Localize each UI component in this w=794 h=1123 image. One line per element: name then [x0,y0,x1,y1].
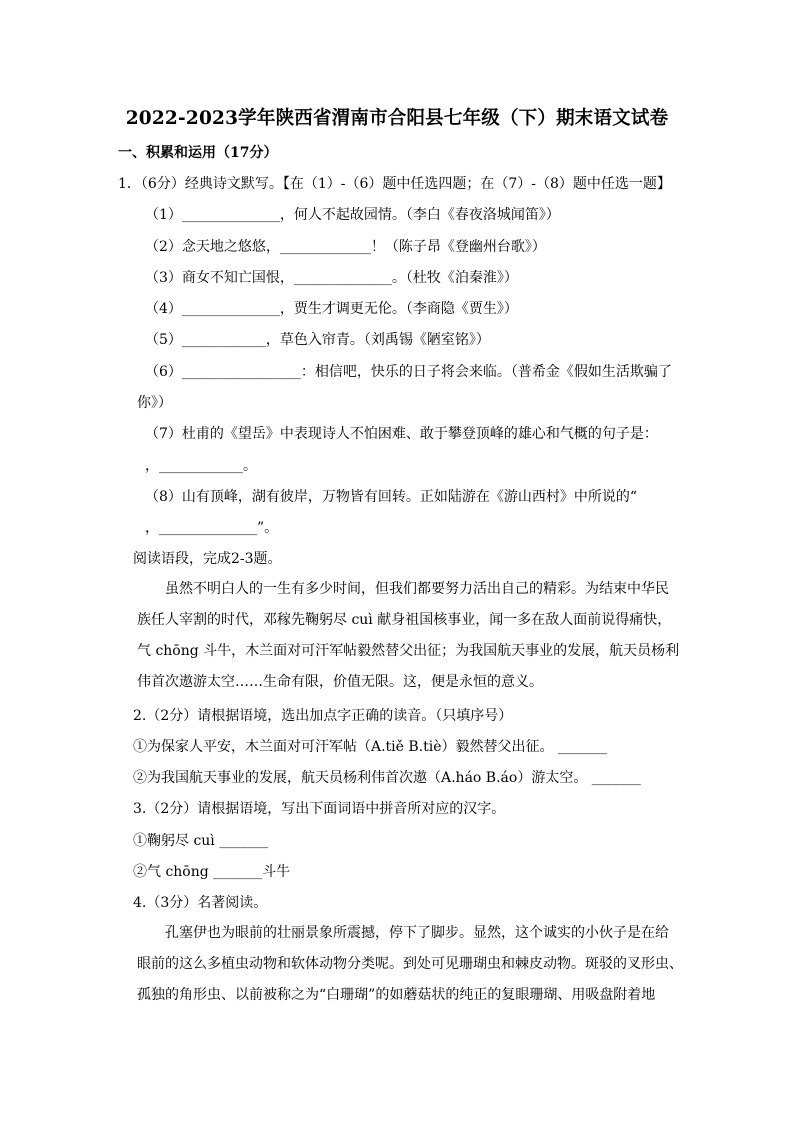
passage-line: 族任人宰割的时代，邓稼先鞠躬尽 cuì 献身祖国核事业，闻一多在敌人面前说得痛快， [137,612,672,628]
question-1-item: （2）念天地之悠悠，_____________！（陈子昂《登幽州台歌》） [145,239,546,255]
question-2-stem: 2.（2分）请根据语境，选出加点字正确的读音。（只填序号） [133,708,513,724]
reading-passage [137,574,680,698]
passage-line: 眼前的这么多植虫动物和软体动物分类呢。到处可见珊瑚虫和棘皮动物。斑驳的叉形虫、 [137,956,683,972]
question-4-stem: 4.（3分）名著阅读。 [133,895,268,911]
question-1-item: 你》） [137,395,172,411]
section-heading: 一、积累和运用（17分） [118,145,278,161]
question-1-item: （1）______________，何人不起故园情。（李白《春夜洛城闻笛》） [145,207,560,223]
question-1-item: （4）______________，贾生才调更无伦。（李商隐《贾生》） [145,301,518,317]
question-1-item: ，______________”。 [145,520,279,536]
passage-line: 孔塞伊也为眼前的壮丽景象所震撼，停下了脚步。显然，这个诚实的小伙子是在给 [165,925,669,941]
question-1-item: （7）杜甫的《望岳》中表现诗人不怕困难、敢于攀登顶峰的雄心和气概的句子是： [145,426,658,442]
question-2-option: ①为保家人平安，木兰面对可汗军帖（A.tiě B.tiè）毅然替父出征。 _______ [133,739,607,755]
novel-excerpt [137,918,683,1011]
passage-line: 虽然不明白人的一生有多少时间，但我们都要努力活出自己的精彩。为结束中华民 [165,581,669,597]
question-1-stem: 1．（6分）经典诗文默写。【在（1）-（6）题中任选四题；在（7）-（8）题中任选一题】 [118,176,671,192]
question-1-item: （5）____________，草色入帘青。（刘禹锡《陋室铭》） [145,332,490,348]
question-1-item: （3）商女不知亡国恨，______________。（杜牧《泊秦淮》） [145,270,518,286]
question-3-item: ②气 chōng _______斗牛 [133,864,291,880]
question-1-item: （8）山有顶峰，湖有彼岸，万物皆有回转。正如陆游在《游山西村》中所说的“ [145,489,638,505]
passage-line: 伟首次遨游太空……生命有限，价值无限。这，便是永恒的意义。 [137,674,543,690]
question-3-stem: 3.（2分）请根据语境，写出下面词语中拼音所对应的汉字。 [133,801,506,817]
passage-line: 孤独的角形虫、以前被称之为“白珊瑚”的如蘑菇状的纯正的复眼珊瑚、用吸盘附着地 [137,987,656,1003]
passage-line: 气 chōng 斗牛，木兰面对可汗军帖毅然替父出征；为我国航天事业的发展，航天员杨利 [137,643,680,659]
question-3-item: ①鞠躬尽 cuì _______ [133,833,269,849]
reading-instruction: 阅读语段，完成2-3题。 [133,551,282,567]
question-1-item: （6）_________________：相信吧，快乐的日子将会来临。（普希金《假如生活欺骗了 [145,364,672,380]
question-1-item: ，____________。 [145,458,257,474]
question-2-option: ②为我国航天事业的发展，航天员杨利伟首次遨（A.háo B.áo）游太空。 _______ [133,770,641,786]
page-title: 2022-2023学年陕西省渭南市合阳县七年级（下）期末语文试卷 [125,108,669,129]
